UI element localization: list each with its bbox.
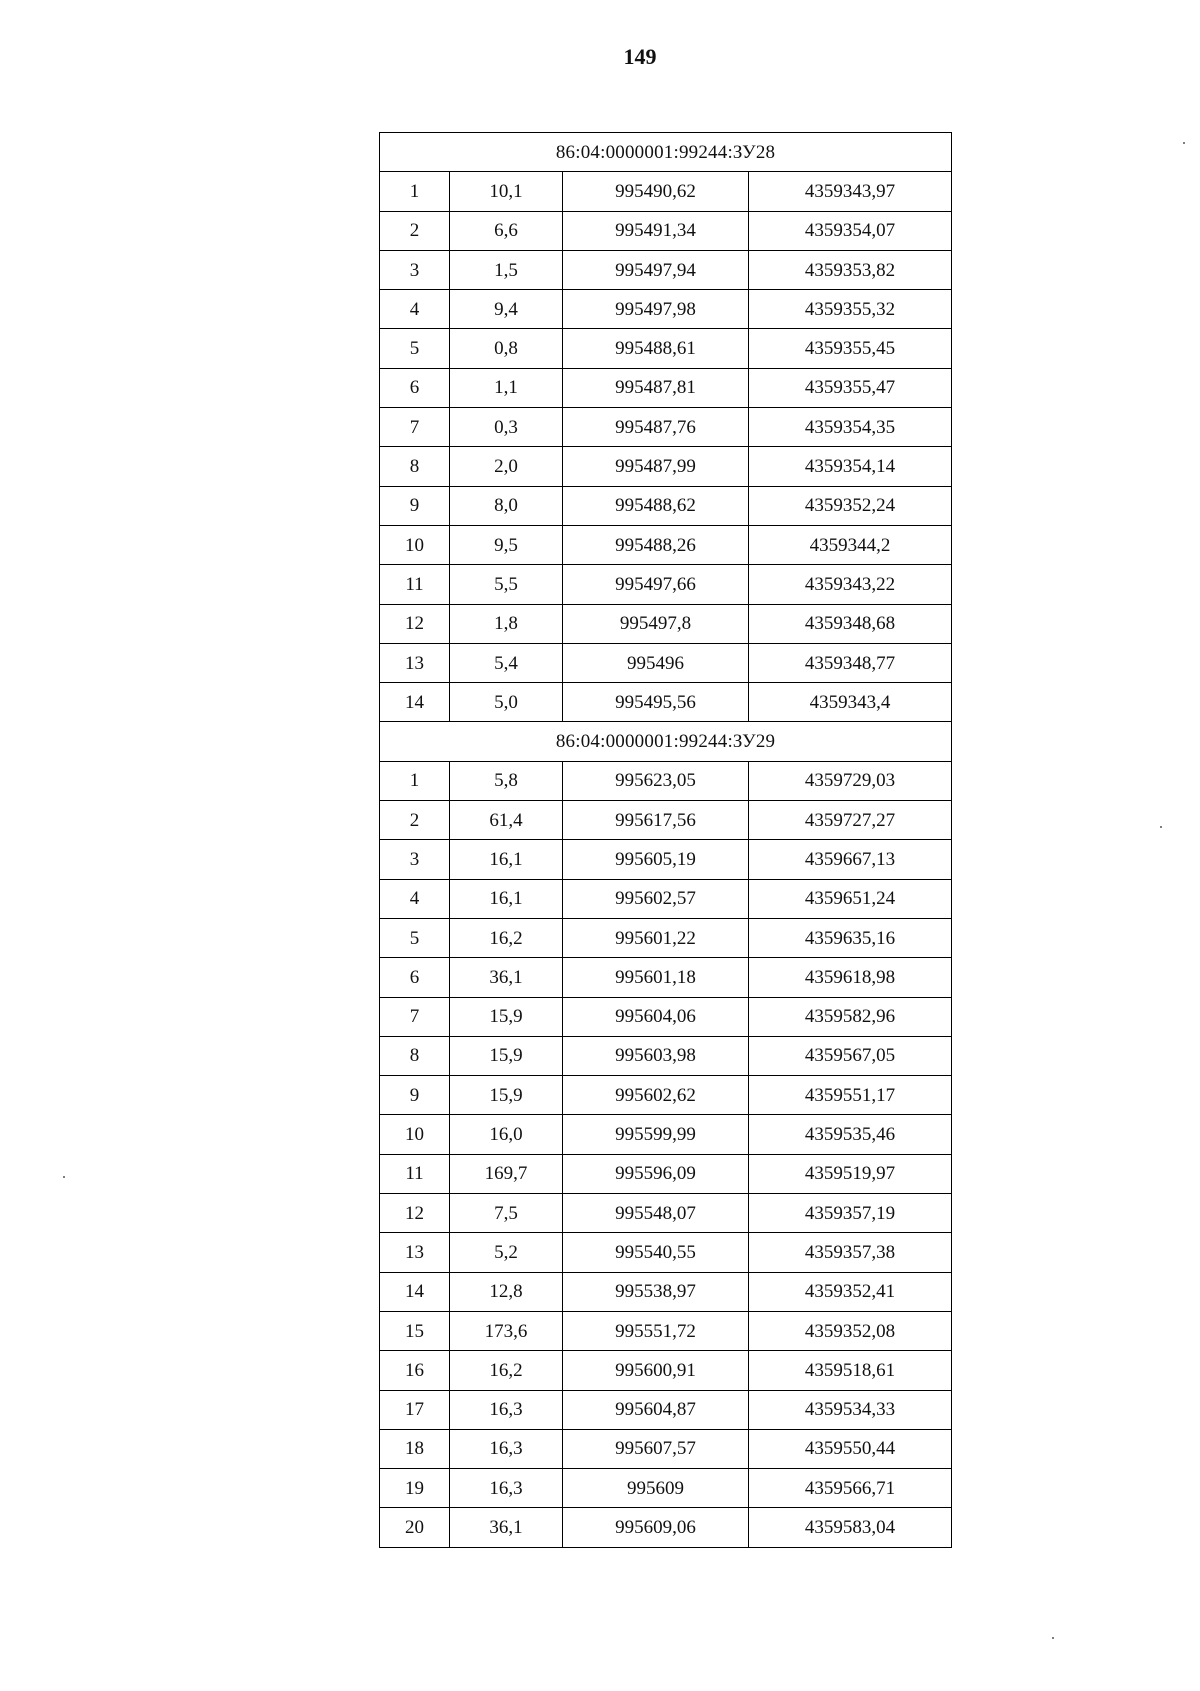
distance-cell: 16,3 <box>450 1429 563 1468</box>
x-coordinate-cell: 995487,81 <box>563 368 749 407</box>
x-coordinate-cell: 995599,99 <box>563 1115 749 1154</box>
table-row <box>380 1154 952 1193</box>
x-coordinate-cell: 995605,19 <box>563 840 749 879</box>
x-coordinate-cell: 995497,94 <box>563 250 749 289</box>
point-number-cell: 1 <box>380 761 450 800</box>
y-coordinate-cell: 4359567,05 <box>749 1036 952 1075</box>
y-coordinate-cell: 4359727,27 <box>749 801 952 840</box>
table-row <box>380 801 952 840</box>
x-coordinate-cell: 995497,98 <box>563 290 749 329</box>
point-number-cell: 13 <box>380 1233 450 1272</box>
table-row <box>380 525 952 564</box>
y-coordinate-cell: 4359357,38 <box>749 1233 952 1272</box>
distance-cell: 15,9 <box>450 1036 563 1075</box>
scan-speck <box>63 1176 65 1178</box>
table-row <box>380 879 952 918</box>
x-coordinate-cell: 995497,66 <box>563 565 749 604</box>
distance-cell: 5,4 <box>450 643 563 682</box>
y-coordinate-cell: 4359355,32 <box>749 290 952 329</box>
point-number-cell: 19 <box>380 1469 450 1508</box>
y-coordinate-cell: 4359352,08 <box>749 1311 952 1350</box>
table-row <box>380 290 952 329</box>
distance-cell: 5,5 <box>450 565 563 604</box>
x-coordinate-cell: 995617,56 <box>563 801 749 840</box>
y-coordinate-cell: 4359355,47 <box>749 368 952 407</box>
table-row <box>380 1351 952 1390</box>
y-coordinate-cell: 4359518,61 <box>749 1351 952 1390</box>
table-row <box>380 565 952 604</box>
table-row <box>380 250 952 289</box>
point-number-cell: 3 <box>380 840 450 879</box>
table-row <box>380 918 952 957</box>
distance-cell: 36,1 <box>450 958 563 997</box>
distance-cell: 61,4 <box>450 801 563 840</box>
table-row <box>380 486 952 525</box>
point-number-cell: 12 <box>380 604 450 643</box>
y-coordinate-cell: 4359583,04 <box>749 1508 952 1547</box>
table-row <box>380 1233 952 1272</box>
point-number-cell: 6 <box>380 368 450 407</box>
distance-cell: 10,1 <box>450 172 563 211</box>
point-number-cell: 5 <box>380 918 450 957</box>
x-coordinate-cell: 995623,05 <box>563 761 749 800</box>
y-coordinate-cell: 4359519,97 <box>749 1154 952 1193</box>
distance-cell: 16,2 <box>450 918 563 957</box>
x-coordinate-cell: 995490,62 <box>563 172 749 211</box>
x-coordinate-cell: 995602,62 <box>563 1076 749 1115</box>
x-coordinate-cell: 995551,72 <box>563 1311 749 1350</box>
point-number-cell: 14 <box>380 683 450 722</box>
point-number-cell: 5 <box>380 329 450 368</box>
x-coordinate-cell: 995604,06 <box>563 997 749 1036</box>
point-number-cell: 8 <box>380 447 450 486</box>
section-title: 86:04:0000001:99244:ЗУ29 <box>380 722 952 761</box>
distance-cell: 7,5 <box>450 1194 563 1233</box>
table-row <box>380 1115 952 1154</box>
x-coordinate-cell: 995609,06 <box>563 1508 749 1547</box>
y-coordinate-cell: 4359352,24 <box>749 486 952 525</box>
point-number-cell: 16 <box>380 1351 450 1390</box>
y-coordinate-cell: 4359551,17 <box>749 1076 952 1115</box>
x-coordinate-cell: 995600,91 <box>563 1351 749 1390</box>
y-coordinate-cell: 4359651,24 <box>749 879 952 918</box>
distance-cell: 1,1 <box>450 368 563 407</box>
page-number: 149 <box>623 44 657 69</box>
distance-cell: 9,5 <box>450 525 563 564</box>
x-coordinate-cell: 995487,99 <box>563 447 749 486</box>
point-number-cell: 15 <box>380 1311 450 1350</box>
table-row <box>380 368 952 407</box>
table-row <box>380 1469 952 1508</box>
distance-cell: 36,1 <box>450 1508 563 1547</box>
table-row <box>380 1429 952 1468</box>
x-coordinate-cell: 995540,55 <box>563 1233 749 1272</box>
distance-cell: 169,7 <box>450 1154 563 1193</box>
y-coordinate-cell: 4359354,14 <box>749 447 952 486</box>
point-number-cell: 10 <box>380 1115 450 1154</box>
x-coordinate-cell: 995601,18 <box>563 958 749 997</box>
table-row <box>380 683 952 722</box>
x-coordinate-cell: 995491,34 <box>563 211 749 250</box>
point-number-cell: 10 <box>380 525 450 564</box>
x-coordinate-cell: 995497,8 <box>563 604 749 643</box>
y-coordinate-cell: 4359618,98 <box>749 958 952 997</box>
y-coordinate-cell: 4359357,19 <box>749 1194 952 1233</box>
x-coordinate-cell: 995488,61 <box>563 329 749 368</box>
distance-cell: 1,5 <box>450 250 563 289</box>
distance-cell: 1,8 <box>450 604 563 643</box>
point-number-cell: 20 <box>380 1508 450 1547</box>
x-coordinate-cell: 995488,26 <box>563 525 749 564</box>
x-coordinate-cell: 995487,76 <box>563 408 749 447</box>
point-number-cell: 4 <box>380 290 450 329</box>
distance-cell: 5,8 <box>450 761 563 800</box>
table-row <box>380 211 952 250</box>
scan-speck <box>1160 826 1162 828</box>
y-coordinate-cell: 4359354,07 <box>749 211 952 250</box>
distance-cell: 2,0 <box>450 447 563 486</box>
table-row <box>380 408 952 447</box>
distance-cell: 16,1 <box>450 879 563 918</box>
scan-speck <box>1183 142 1185 144</box>
distance-cell: 0,3 <box>450 408 563 447</box>
x-coordinate-cell: 995604,87 <box>563 1390 749 1429</box>
y-coordinate-cell: 4359348,68 <box>749 604 952 643</box>
table-row <box>380 1272 952 1311</box>
distance-cell: 16,3 <box>450 1390 563 1429</box>
point-number-cell: 1 <box>380 172 450 211</box>
y-coordinate-cell: 4359348,77 <box>749 643 952 682</box>
point-number-cell: 11 <box>380 565 450 604</box>
x-coordinate-cell: 995602,57 <box>563 879 749 918</box>
coordinates-table <box>379 132 952 1548</box>
distance-cell: 16,0 <box>450 1115 563 1154</box>
coordinates-table-body <box>380 133 952 1548</box>
distance-cell: 15,9 <box>450 1076 563 1115</box>
point-number-cell: 8 <box>380 1036 450 1075</box>
y-coordinate-cell: 4359354,35 <box>749 408 952 447</box>
y-coordinate-cell: 4359534,33 <box>749 1390 952 1429</box>
x-coordinate-cell: 995548,07 <box>563 1194 749 1233</box>
x-coordinate-cell: 995596,09 <box>563 1154 749 1193</box>
point-number-cell: 3 <box>380 250 450 289</box>
x-coordinate-cell: 995538,97 <box>563 1272 749 1311</box>
distance-cell: 8,0 <box>450 486 563 525</box>
section-header-row <box>380 133 952 172</box>
section-header-row <box>380 722 952 761</box>
distance-cell: 5,2 <box>450 1233 563 1272</box>
y-coordinate-cell: 4359343,97 <box>749 172 952 211</box>
x-coordinate-cell: 995609 <box>563 1469 749 1508</box>
x-coordinate-cell: 995603,98 <box>563 1036 749 1075</box>
y-coordinate-cell: 4359582,96 <box>749 997 952 1036</box>
point-number-cell: 9 <box>380 486 450 525</box>
table-row <box>380 329 952 368</box>
point-number-cell: 11 <box>380 1154 450 1193</box>
distance-cell: 16,3 <box>450 1469 563 1508</box>
distance-cell: 9,4 <box>450 290 563 329</box>
distance-cell: 15,9 <box>450 997 563 1036</box>
table-row <box>380 840 952 879</box>
x-coordinate-cell: 995495,56 <box>563 683 749 722</box>
table-row <box>380 1390 952 1429</box>
point-number-cell: 14 <box>380 1272 450 1311</box>
y-coordinate-cell: 4359566,71 <box>749 1469 952 1508</box>
table-row <box>380 1311 952 1350</box>
point-number-cell: 2 <box>380 801 450 840</box>
table-row <box>380 1076 952 1115</box>
distance-cell: 6,6 <box>450 211 563 250</box>
table-row <box>380 604 952 643</box>
y-coordinate-cell: 4359343,22 <box>749 565 952 604</box>
point-number-cell: 7 <box>380 408 450 447</box>
y-coordinate-cell: 4359535,46 <box>749 1115 952 1154</box>
section-title: 86:04:0000001:99244:ЗУ28 <box>380 133 952 172</box>
table-row <box>380 643 952 682</box>
y-coordinate-cell: 4359635,16 <box>749 918 952 957</box>
y-coordinate-cell: 4359353,82 <box>749 250 952 289</box>
y-coordinate-cell: 4359550,44 <box>749 1429 952 1468</box>
point-number-cell: 9 <box>380 1076 450 1115</box>
y-coordinate-cell: 4359344,2 <box>749 525 952 564</box>
distance-cell: 16,2 <box>450 1351 563 1390</box>
y-coordinate-cell: 4359729,03 <box>749 761 952 800</box>
point-number-cell: 13 <box>380 643 450 682</box>
point-number-cell: 2 <box>380 211 450 250</box>
table-row <box>380 1508 952 1547</box>
distance-cell: 5,0 <box>450 683 563 722</box>
table-row <box>380 761 952 800</box>
point-number-cell: 12 <box>380 1194 450 1233</box>
distance-cell: 12,8 <box>450 1272 563 1311</box>
x-coordinate-cell: 995601,22 <box>563 918 749 957</box>
point-number-cell: 7 <box>380 997 450 1036</box>
point-number-cell: 6 <box>380 958 450 997</box>
y-coordinate-cell: 4359355,45 <box>749 329 952 368</box>
table-row <box>380 958 952 997</box>
x-coordinate-cell: 995488,62 <box>563 486 749 525</box>
table-row <box>380 1194 952 1233</box>
y-coordinate-cell: 4359667,13 <box>749 840 952 879</box>
point-number-cell: 4 <box>380 879 450 918</box>
table-row <box>380 1036 952 1075</box>
point-number-cell: 18 <box>380 1429 450 1468</box>
y-coordinate-cell: 4359352,41 <box>749 1272 952 1311</box>
table-row <box>380 447 952 486</box>
x-coordinate-cell: 995496 <box>563 643 749 682</box>
y-coordinate-cell: 4359343,4 <box>749 683 952 722</box>
distance-cell: 16,1 <box>450 840 563 879</box>
x-coordinate-cell: 995607,57 <box>563 1429 749 1468</box>
table-row <box>380 172 952 211</box>
point-number-cell: 17 <box>380 1390 450 1429</box>
distance-cell: 173,6 <box>450 1311 563 1350</box>
scan-speck <box>1052 1637 1054 1639</box>
table-row <box>380 997 952 1036</box>
distance-cell: 0,8 <box>450 329 563 368</box>
